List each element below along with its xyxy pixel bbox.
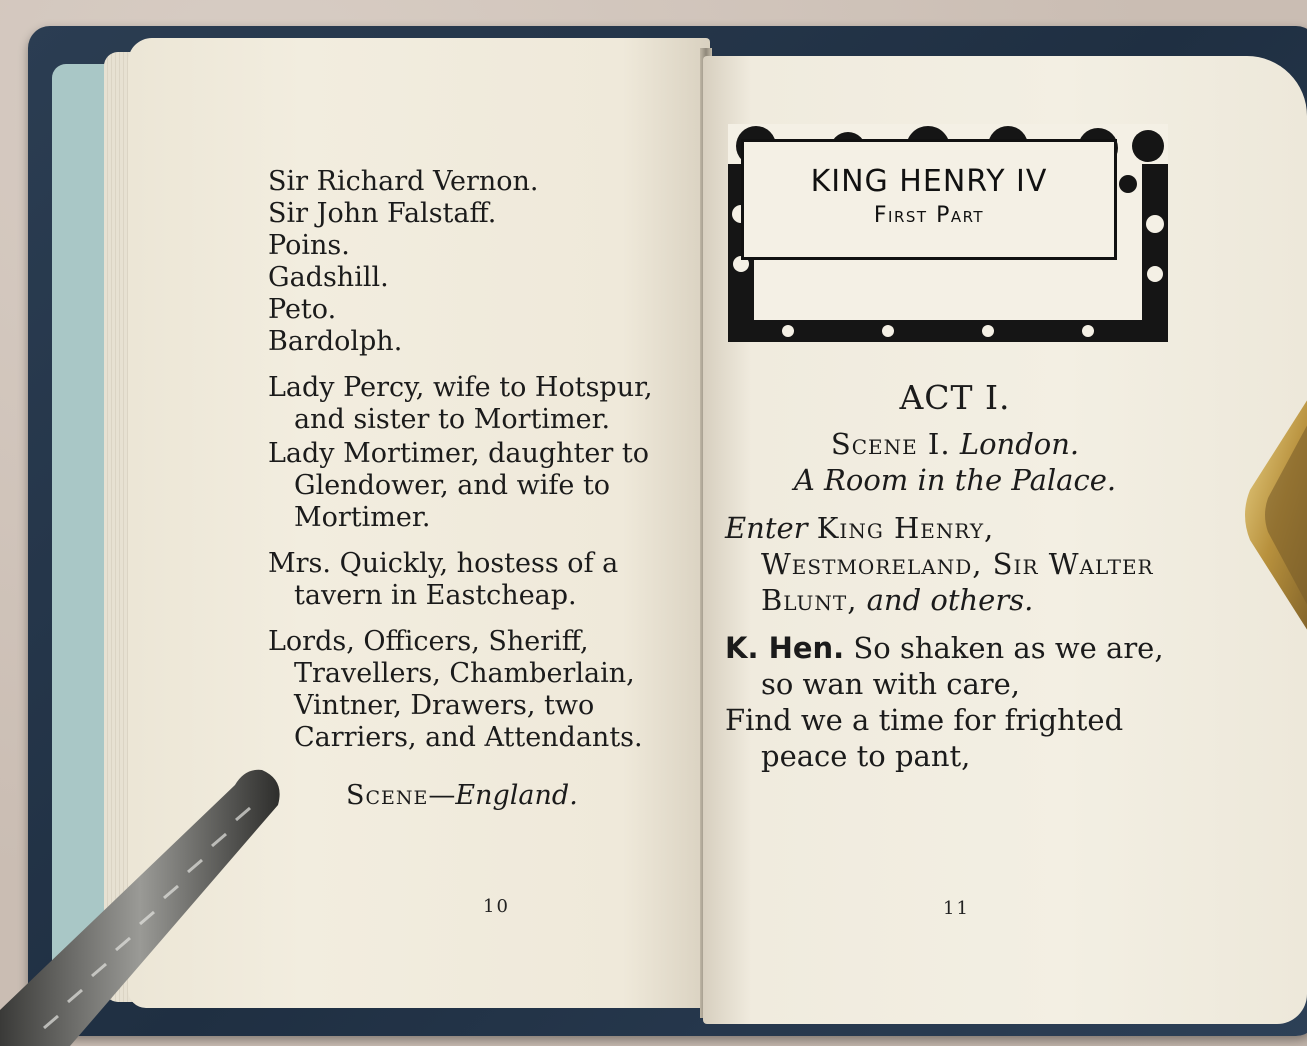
speech-line: Find we a time for frighted peace to pant, bbox=[725, 703, 1124, 773]
cast-entry: Lady Percy, wife to Hotspur, and sister to Mortimer. bbox=[268, 372, 653, 435]
play-title: KING HENRY IV bbox=[810, 164, 1048, 199]
stage-and: and others. bbox=[866, 583, 1034, 617]
scene-setting bbox=[268, 780, 708, 812]
left-page bbox=[128, 38, 710, 1008]
play-text bbox=[725, 380, 1185, 774]
page-number-right: 11 bbox=[943, 898, 970, 919]
right-page bbox=[703, 56, 1307, 1024]
cast-entry: Sir John Falstaff. bbox=[268, 198, 497, 229]
scene-dash: — bbox=[428, 780, 456, 811]
speech bbox=[725, 630, 1185, 702]
play-subtitle: First Part bbox=[873, 203, 985, 228]
scene-place: London. bbox=[959, 427, 1080, 461]
scene-heading bbox=[725, 426, 1185, 462]
stage-direction bbox=[725, 510, 1185, 618]
cast-entry: Mrs. Quickly, hostess of a tavern in Eastcheap. bbox=[268, 548, 619, 611]
scene-label: Scene bbox=[346, 780, 429, 811]
cast-entry: Sir Richard Vernon. bbox=[268, 166, 539, 197]
cast-entry: Bardolph. bbox=[268, 326, 403, 357]
stage-enter: Enter bbox=[725, 511, 808, 545]
speech-line: So shaken as we are, so wan with care, bbox=[761, 631, 1164, 701]
scene-number: Scene I. bbox=[830, 427, 951, 461]
cast-entry: Peto. bbox=[268, 294, 337, 325]
cast-entry: Poins. bbox=[268, 230, 350, 261]
act-heading: ACT I. bbox=[899, 378, 1011, 417]
cast-list bbox=[268, 166, 708, 812]
page-number-left: 10 bbox=[483, 896, 510, 917]
cast-entry: Lady Mortimer, daughter to Glendower, and wife to Mortimer. bbox=[268, 438, 649, 533]
scene-place: England. bbox=[455, 780, 578, 811]
title-panel bbox=[741, 139, 1117, 260]
scene-detail: A Room in the Palace. bbox=[793, 463, 1117, 497]
brass-clasp bbox=[1240, 380, 1307, 650]
cast-entry: Gadshill. bbox=[268, 262, 389, 293]
stage-names: King Henry, Westmoreland, Sir Walter Blunt, bbox=[761, 511, 1154, 617]
cast-entry: Lords, Officers, Sheriff, Travellers, Chamberlain, Vintner, Drawers, two Carriers, and Attendants. bbox=[268, 626, 643, 753]
speaker-name: K. Hen. bbox=[725, 631, 845, 665]
